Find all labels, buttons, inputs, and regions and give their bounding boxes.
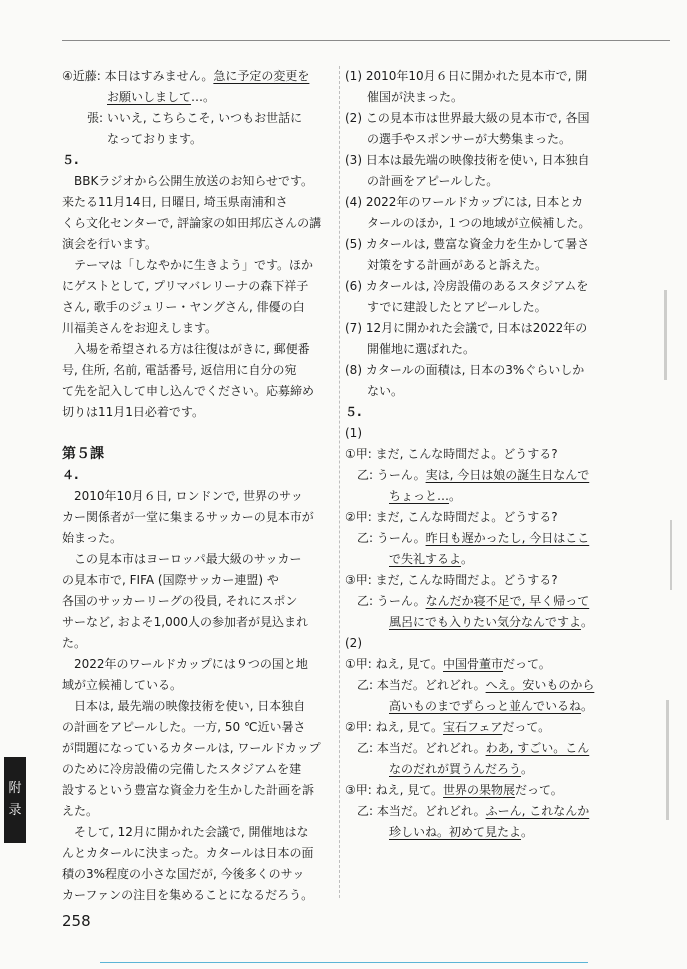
dialog-text: 。 [521,762,534,776]
underlined-phrase: 急に予定の変更を [213,69,310,83]
paragraph-line: 設するという豊富な資金力を生かした計画を訴 [62,783,315,797]
scan-artifact [666,700,669,820]
dialog-text: 。 [581,699,594,713]
underlined-phrase: なのだれが買うんだろう [389,762,522,776]
paragraph-line: 号, 住所, 名前, 電話番号, 返信用に自分の宛 [62,363,297,377]
dialog-ko-line: ②甲: まだ, こんな時間だよ。どうする? [345,510,558,524]
dialog-otsu-line [345,591,603,612]
paragraph-line: 切りは11月1日必着です。 [62,405,204,419]
dialog-otsu-cont [345,696,603,717]
answer-item-4: (4) 2022年のワールドカップには, 日本とカ [345,195,584,209]
left-column [62,66,328,906]
dialog-ko-line [345,654,603,675]
answer-item-6-cont: すでに建設したとアピールした。 [367,300,547,314]
subsection-1-label: (1) [345,426,362,440]
right-column [345,66,603,843]
page-number: 258 [62,912,91,930]
underlined-phrase: 昨日も遅かったし, 今日はここ [425,531,590,545]
paragraph-line: カーファンの注目を集めることになるだろう。 [62,888,314,902]
dialog-text: ②甲: ねえ, 見て。 [345,720,444,734]
paragraph-line: 日本は, 最先端の映像技術を使い, 日本独自 [74,699,306,713]
paragraph-line: た。 [62,636,87,650]
paragraph-line: テーマは「しなやかに生きよう」です。ほか [74,258,314,272]
paragraph-line: くら文化センターで, 評論家の如田邦広さんの講 [62,216,322,230]
paragraph-line: にゲストとして, プリマバレリーナの森下祥子 [62,279,309,293]
dialog-text: 。 [581,615,594,629]
paragraph-line: 川福美さんをお迎えします。 [62,321,218,335]
paragraph-line: カー関係者が一堂に集まるサッカーの見本市が [62,510,314,524]
dialog-text: 。 [461,552,474,566]
underlined-phrase: わあ, すごい。こん [485,741,590,755]
dialog-zhang-line: 張: いいえ, こちらこそ, いつもお世話に [87,111,303,125]
underlined-phrase: 宝石フェア [443,720,503,734]
dialog-otsu-cont [345,612,603,633]
answer-item-7: (7) 12月に開かれた会議で, 日本は2022年の [345,321,588,335]
answer-item-1-cont: 催国が決まった。 [367,90,464,104]
paragraph-line: んとカタールに決まった。カタールは日本の面 [62,846,314,860]
column-divider [339,66,340,898]
subsection-2-label: (2) [345,636,362,650]
answer-item-3-cont: の計画をアピールした。 [367,174,499,188]
dialog-otsu-line [345,675,603,696]
dialog-otsu-line [345,465,603,486]
underlined-phrase: 珍しいね。初めて見たよ [389,825,522,839]
dialog-otsu-cont [345,486,603,507]
paragraph-line: えた。 [62,804,99,818]
dialog-otsu-line [345,738,603,759]
paragraph-line: サーなど, およそ1,000人の参加者が見込まれ [62,615,308,629]
answer-item-3: (3) 日本は最先端の映像技術を使い, 日本独自 [345,153,590,167]
paragraph-line: 各国のサッカーリーグの役員, それにスポン [62,594,298,608]
underlined-phrase: 実は, 今日は娘の誕生日なんで [425,468,590,482]
dialog-kondo-line [62,66,328,87]
paragraph-line: のために冷房設備の完備したスタジアムを建 [62,762,302,776]
paragraph-line: 域が立候補している。 [62,678,183,692]
paragraph-line: 積の3%程度の小さな国だが, 今後多くのサッ [62,867,305,881]
dialog-otsu-cont [345,822,603,843]
side-tab-char: 录 [8,803,22,818]
dialog-otsu-line [345,801,603,822]
section-5-heading-right: ５. [345,405,362,419]
paragraph-line: 2022年のワールドカップには９つの国と地 [74,657,308,671]
top-rule [62,40,670,41]
paragraph-line: 演会を行います。 [62,237,158,251]
dialog-ko-line: ③甲: まだ, こんな時間だよ。どうする? [345,573,558,587]
answer-item-4-cont: タールのほか, １つの地域が立候補した。 [367,216,591,230]
lesson-title: 第５課 [62,446,104,462]
section-5-heading: ５. [62,153,79,167]
paragraph-line: て先を記入して申し込んでください。応募締め [62,384,315,398]
answer-item-7-cont: 開催地に選ばれた。 [367,342,476,356]
dialog-ko-line: ①甲: まだ, こんな時間だよ。どうする? [345,447,558,461]
underlined-phrase: 風呂にでも入りたい気分なんですよ [389,615,582,629]
scan-artifact [664,290,667,380]
paragraph-line: が問題になっているカタールは, ワールドカップ [62,741,321,755]
dialog-otsu-line [345,528,603,549]
dialog-ko-line [345,717,603,738]
dialog-text: ①甲: ねえ, 見て。 [345,657,444,671]
dialog-text: 。 [449,489,462,503]
underlined-phrase: で失礼するよ [389,552,462,566]
dialog-text: 本日はすみません。 [104,69,214,83]
dialog-text: …。 [191,90,216,104]
dialog-otsu-cont [345,759,603,780]
paragraph-line: 来たる11月14日, 日曜日, 埼玉県南浦和さ [62,195,288,209]
paragraph-line: BBKラジオから公開生放送のお知らせです。 [74,174,314,188]
underlined-phrase: 高いものまでずらっと並んでいるね [389,699,582,713]
appendix-side-tab [4,757,26,843]
paragraph-line: 入場を希望される方は往復はがきに, 郵便番 [74,342,310,356]
answer-item-8-cont: ない。 [367,384,404,398]
answer-item-8: (8) カタールの面積は, 日本の3%ぐらいしか [345,363,585,377]
speaker-label: ④近藤: [62,69,101,83]
underlined-phrase: へえ。安いものから [485,678,595,692]
answer-item-5: (5) カタールは, 豊富な資金力を生かして暑さ [345,237,590,251]
dialog-text: だって。 [503,657,551,671]
dialog-text: 乙: うーん。 [357,468,426,482]
dialog-otsu-cont [345,549,603,570]
paragraph-line: の見本市で, FIFA (国際サッカー連盟) や [62,573,279,587]
dialog-ko-line [345,780,603,801]
underlined-phrase: 中国骨董市 [443,657,504,671]
side-tab-char: 附 [8,781,22,796]
dialog-text: 乙: うーん。 [357,531,426,545]
underlined-phrase: お願いしまして [107,90,192,104]
answer-item-5-cont: 対策をする計画があると訴えた。 [367,258,548,272]
dialog-text: だって。 [515,783,563,797]
paragraph-line: 2010年10月６日, ロンドンで, 世界のサッ [74,489,303,503]
dialog-text: だって。 [502,720,551,734]
dialog-text: 乙: うーん。 [357,594,426,608]
bottom-rule [100,962,588,963]
paragraph-line: そして, 12月に開かれた会議で, 開催地はな [74,825,309,839]
scan-artifact [670,520,672,590]
dialog-text: 乙: 本当だ。どれどれ。 [357,678,486,692]
underlined-phrase: 世界の果物展 [443,783,516,797]
dialog-text: 。 [521,825,534,839]
section-4-heading: ４. [62,468,79,482]
dialog-text: 乙: 本当だ。どれどれ。 [357,804,486,818]
underlined-phrase: ふーん, これなんか [485,804,590,818]
paragraph-line: この見本市はヨーロッパ最大級のサッカー [74,552,302,566]
dialog-zhang-cont: なっております。 [107,132,203,146]
underlined-phrase: ちょっと… [389,489,450,503]
answer-item-2: (2) この見本市は世界最大級の見本市で, 各国 [345,111,590,125]
answer-item-2-cont: の選手やスポンサーが大勢集まった。 [367,132,572,146]
paragraph-line: さん, 歌手のジュリー・ヤングさん, 俳優の白 [62,300,305,314]
underlined-phrase: なんだか寝不足で, 早く帰って [425,594,590,608]
paragraph-line: の計画をアピールした。一方, 50 ℃近い暑さ [62,720,306,734]
dialog-text: ③甲: ねえ, 見て。 [345,783,444,797]
paragraph-line: 始まった。 [62,531,123,545]
dialog-text: 乙: 本当だ。どれどれ。 [357,741,486,755]
answer-item-1: (1) 2010年10月６日に開かれた見本市で, 開 [345,69,588,83]
answer-item-6: (6) カタールは, 冷房設備のあるスタジアムを [345,279,589,293]
dialog-kondo-cont [62,87,328,108]
